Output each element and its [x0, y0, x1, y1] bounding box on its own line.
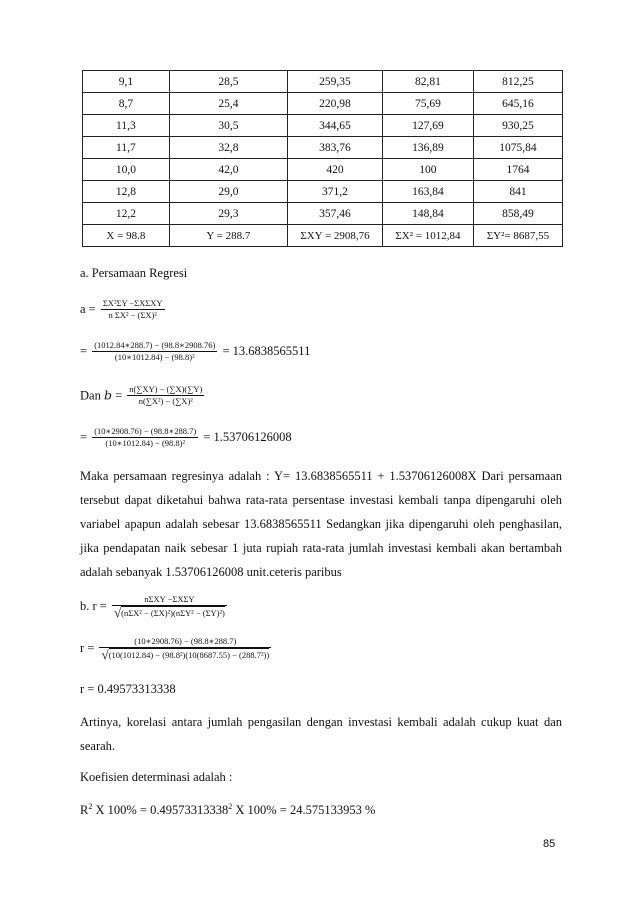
- table-cell: 420: [288, 159, 383, 181]
- table-cell: 127,69: [382, 115, 473, 137]
- formula-r-fraction: [112, 594, 227, 619]
- paragraph-line: variabel apapun adalah sebesar 13.6838565511 Sedangkan jika dipengaruhi oleh penghasilan,: [80, 517, 562, 531]
- table-cell: 9,1: [83, 71, 170, 93]
- r-squared-symbol: R: [80, 803, 89, 818]
- table-row: [83, 137, 563, 159]
- table-cell: 75,69: [382, 93, 473, 115]
- paragraph-line: Artinya, korelasi antara jumlah pengasilan dengan investasi kembali adalah cukup kuat dan: [80, 715, 562, 729]
- data-table: [82, 70, 563, 247]
- radical-icon: √: [113, 605, 122, 620]
- formula-a-denominator: n ΣX² − (ΣX)²: [108, 310, 157, 320]
- calc-r-radicand: (10(1012.84) − (98.8²)(10(8687.55) − (288.7²)): [108, 650, 270, 660]
- table-cell: 29,3: [169, 203, 287, 225]
- table-cell: 32,8: [169, 137, 287, 159]
- calc-a-result: = 13.6838565511: [222, 344, 311, 358]
- exponent: 2: [88, 802, 93, 811]
- table-cell: 12,2: [83, 203, 170, 225]
- table-cell: 357,46: [288, 203, 383, 225]
- table-cell: 1075,84: [473, 137, 562, 159]
- table-row: [83, 93, 563, 115]
- formula-b-denominator: n(∑X²) − (∑X)²: [138, 396, 193, 406]
- table-cell: 29,0: [169, 181, 287, 203]
- formula-a: [80, 298, 167, 321]
- table-cell: 100: [382, 159, 473, 181]
- page-number: 85: [543, 838, 556, 850]
- calc-r-label: r =: [80, 641, 95, 655]
- section-a-heading: a. Persamaan Regresi: [80, 266, 188, 280]
- table-cell: 371,2: [288, 181, 383, 203]
- determination-mid: X 100% = 0.49573313338: [92, 803, 229, 818]
- paragraph-line: tersebut dapat diketahui bahwa rata-rata persentase investasi kembali tanpa dipengaruhi oleh: [80, 493, 562, 507]
- sqrt-symbol: [114, 606, 225, 619]
- formula-b-numerator: n(∑XY) − (∑X)(∑Y): [129, 384, 203, 394]
- formula-b: [80, 384, 206, 407]
- calc-r-fraction: [99, 636, 271, 661]
- calc-b-denominator: (10∗1012.84) − (98.8)²: [105, 438, 186, 448]
- table-cell: 25,4: [169, 93, 287, 115]
- table-cell: Y = 288.7: [169, 225, 287, 247]
- table-cell: 148,84: [382, 203, 473, 225]
- calc-a-eq: =: [80, 344, 88, 358]
- calc-r-denominator: [99, 648, 271, 661]
- table-cell: 383,76: [288, 137, 383, 159]
- formula-a-fraction: [101, 298, 165, 321]
- formula-a-label: a =: [80, 302, 96, 316]
- table-cell: 841: [473, 181, 562, 203]
- calc-b-eq: =: [80, 430, 88, 444]
- calc-r-numerator: (10∗2908.76) − (98.8∗288.7): [99, 636, 271, 648]
- paragraph-line: jika pendapatan naik sebesar 1 juta rupiah rata-rata jumlah investasi kembali akan bertambah: [80, 541, 562, 555]
- paragraph-line: adalah sebanyak 1.53706126008 unit.ceteris paribus: [80, 565, 342, 579]
- table-cell: ΣXY = 2908,76: [288, 225, 383, 247]
- table-cell: 30,5: [169, 115, 287, 137]
- calc-b-fraction: [92, 426, 198, 449]
- formula-r: [80, 594, 229, 619]
- table-cell: 28,5: [169, 71, 287, 93]
- calc-a-denominator: (10∗1012.84) − (98.8)²: [114, 352, 195, 362]
- table-cell: 11,3: [83, 115, 170, 137]
- interpretation-paragraph: [80, 464, 562, 584]
- calc-a-numerator: (1012.84∗288.7) − (98.8∗2908.76): [94, 340, 216, 350]
- table-cell: 163,84: [382, 181, 473, 203]
- formula-r-label: b. r =: [80, 599, 107, 613]
- table-total-row: [83, 225, 563, 247]
- exponent: 2: [228, 802, 233, 811]
- formula-r-numerator: nΣXY −ΣXΣY: [112, 594, 227, 606]
- table-cell: X = 98.8: [83, 225, 170, 247]
- table-row: [83, 203, 563, 225]
- calc-b-numerator: (10∗2908.76) − (98.8∗288.7): [94, 426, 197, 436]
- paragraph-line: searah.: [80, 739, 116, 753]
- table-cell: 10,0: [83, 159, 170, 181]
- calc-b: [80, 426, 292, 449]
- calc-r: [80, 636, 273, 661]
- calc-b-result: = 1.53706126008: [203, 430, 292, 444]
- determination-formula: [80, 802, 375, 818]
- formula-r-radicand: (nΣX² − (ΣX)²)(nΣY² − (ΣY)²): [121, 608, 225, 618]
- table-cell: 1764: [473, 159, 562, 181]
- formula-b-label: Dan 𝑏 =: [80, 388, 123, 403]
- table-cell: 136,89: [382, 137, 473, 159]
- table-cell: ΣY²= 8687,55: [473, 225, 562, 247]
- table-cell: 11,7: [83, 137, 170, 159]
- table-row: [83, 115, 563, 137]
- paragraph-line: Maka persamaan regresinya adalah : Y= 13.6838565511 + 1.53706126008X Dari persamaan: [80, 469, 562, 483]
- determination-result: X 100% = 24.575133953 %: [232, 803, 376, 818]
- radical-icon: √: [101, 647, 109, 662]
- table-cell: 12,8: [83, 181, 170, 203]
- r-result: r = 0.49573313338: [80, 682, 176, 696]
- formula-b-fraction: [127, 384, 204, 407]
- table-cell: 259,35: [288, 71, 383, 93]
- table-cell: 220,98: [288, 93, 383, 115]
- table-cell: 344,65: [288, 115, 383, 137]
- table-row: [83, 71, 563, 93]
- table-cell: 645,16: [473, 93, 562, 115]
- formula-a-numerator: ΣX²ΣY −ΣXΣXY: [102, 298, 163, 308]
- table-cell: 42,0: [169, 159, 287, 181]
- calc-a: [80, 340, 310, 363]
- correlation-paragraph: [80, 710, 562, 758]
- table-cell: 812,25: [473, 71, 562, 93]
- table-row: [83, 159, 563, 181]
- sqrt-symbol: [101, 648, 269, 661]
- table-cell: 82,81: [382, 71, 473, 93]
- formula-r-denominator: [112, 606, 227, 619]
- calc-a-fraction: [92, 340, 217, 363]
- determination-heading: Koefisien determinasi adalah :: [80, 770, 233, 784]
- table-cell: 930,25: [473, 115, 562, 137]
- table-row: [83, 181, 563, 203]
- data-table-body: [83, 71, 563, 247]
- table-cell: 8,7: [83, 93, 170, 115]
- table-cell: 858,49: [473, 203, 562, 225]
- table-cell: ΣX² = 1012,84: [382, 225, 473, 247]
